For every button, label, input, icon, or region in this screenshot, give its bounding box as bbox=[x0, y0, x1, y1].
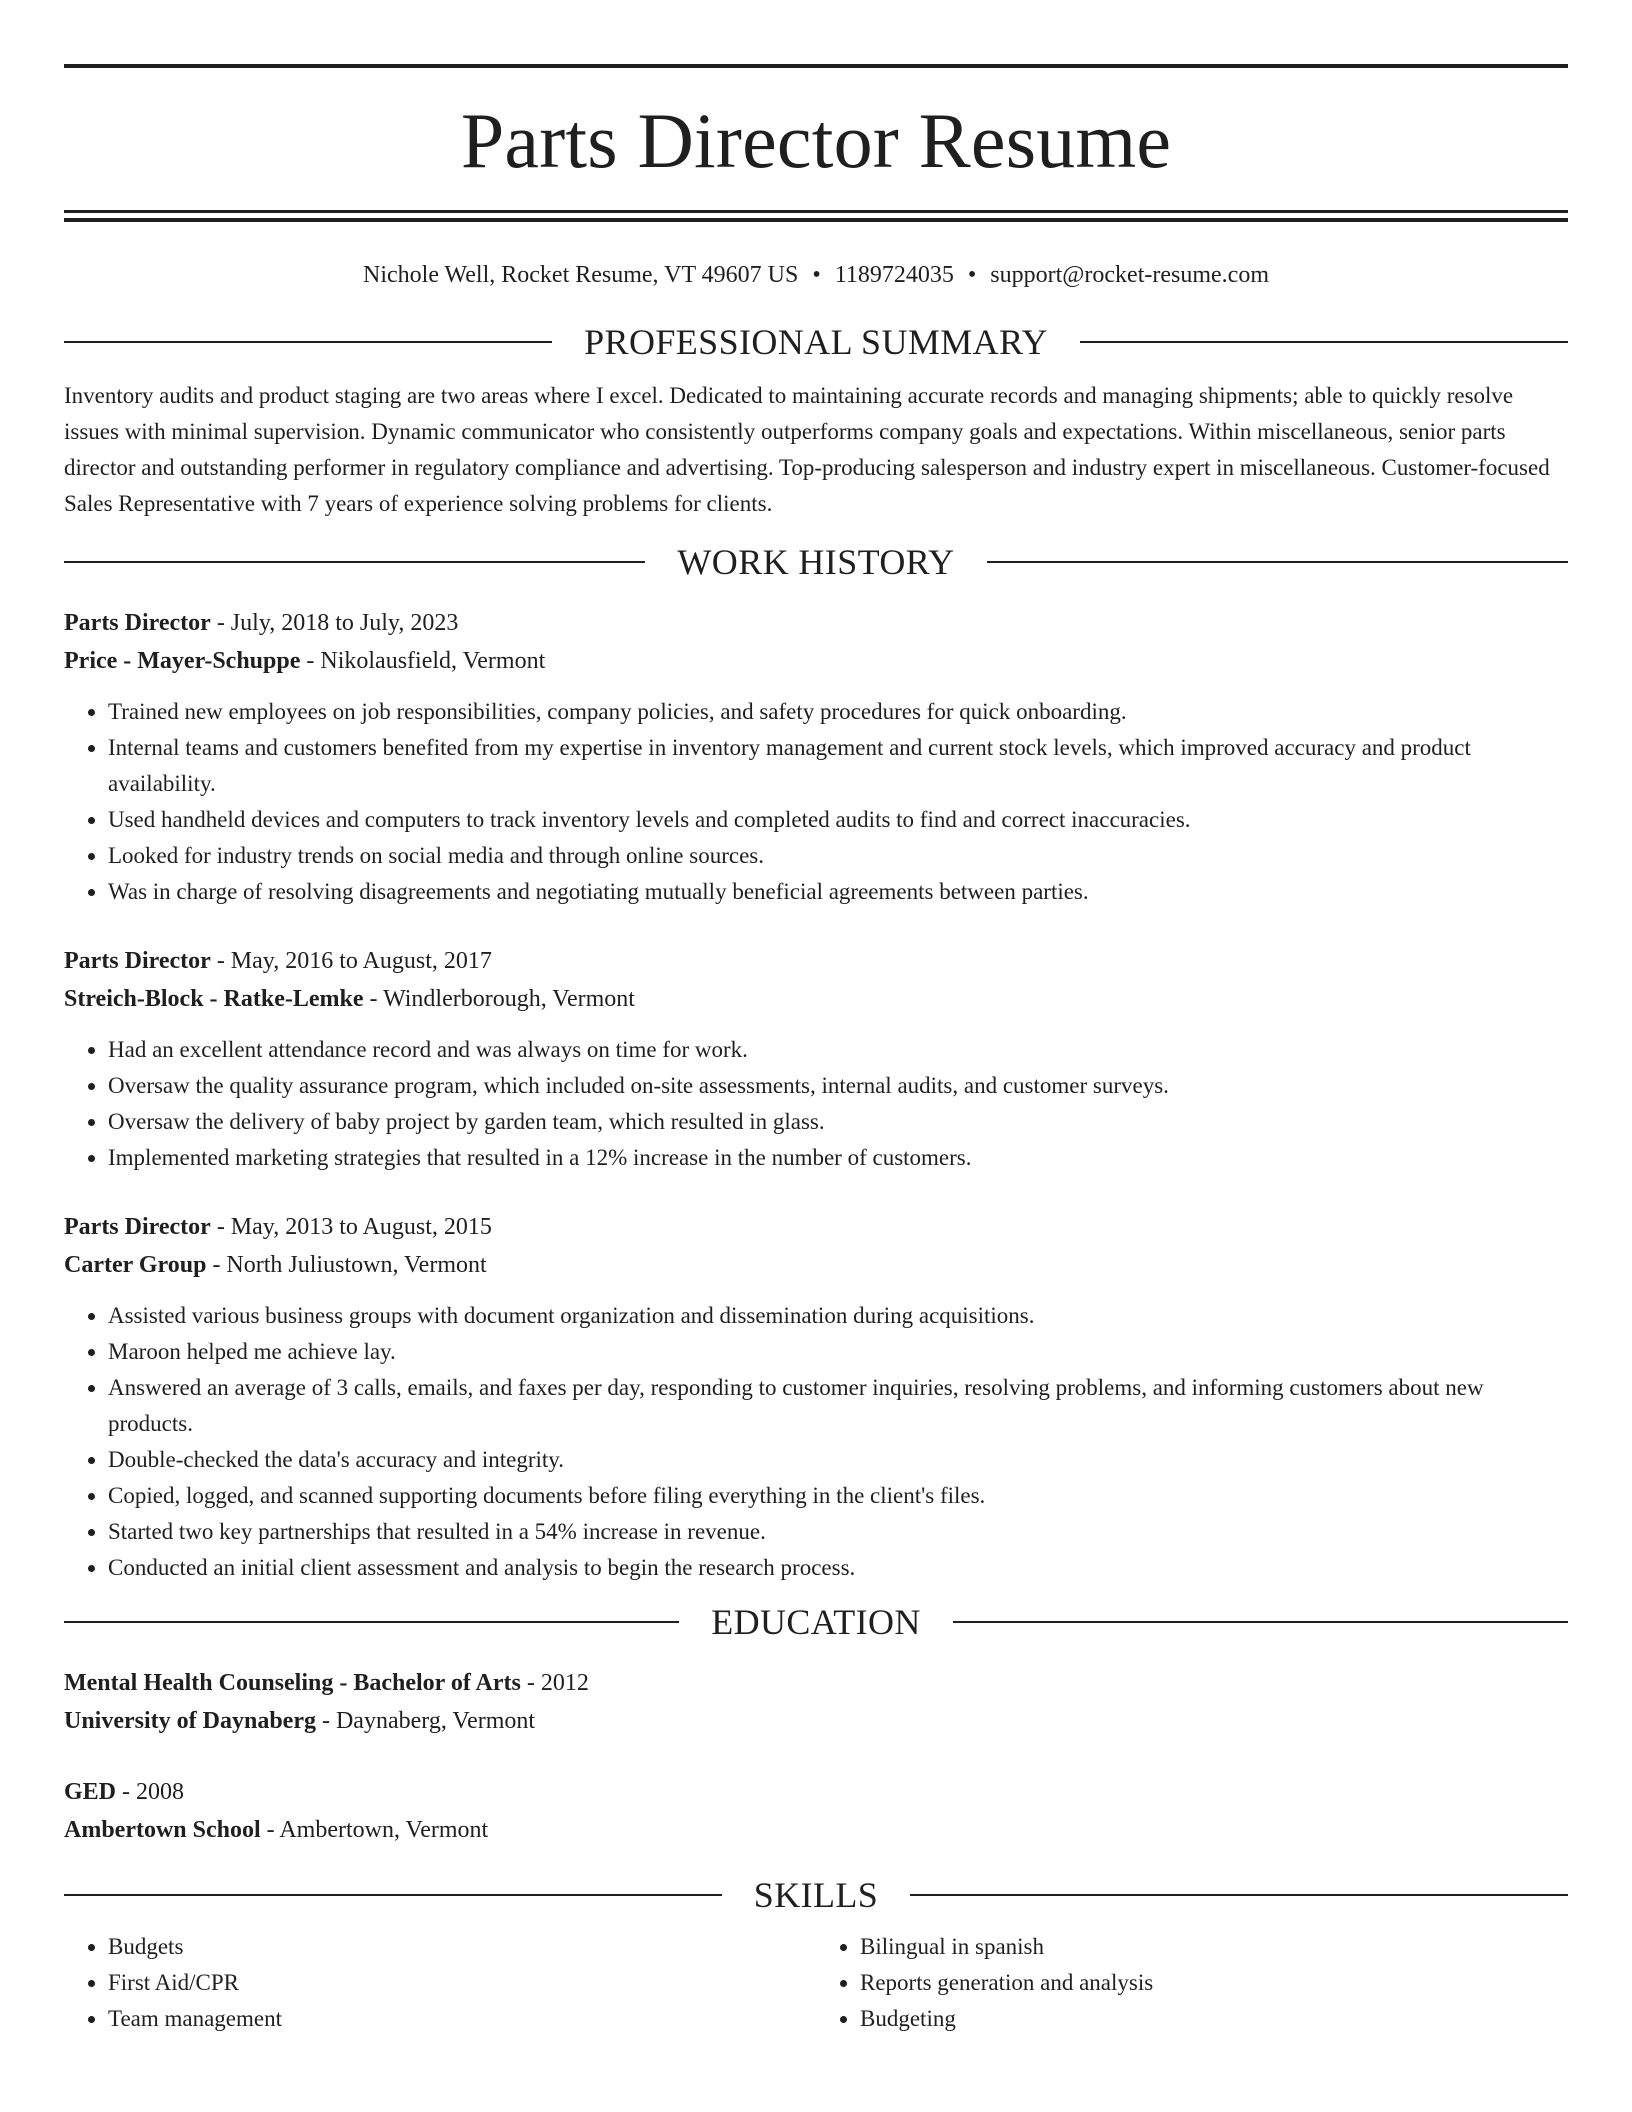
list-item: • Team management bbox=[108, 2001, 816, 2037]
education-year: - 2012 bbox=[520, 1670, 589, 1696]
divider bbox=[910, 1894, 1568, 1896]
job-title-row bbox=[64, 942, 1568, 980]
education-degree-row bbox=[64, 1773, 1568, 1811]
contact-line bbox=[64, 260, 1568, 290]
list-item: • Double-checked the data's accuracy and integrity. bbox=[108, 1442, 1568, 1478]
skills-grid bbox=[64, 1929, 1568, 2037]
skills-list-left bbox=[64, 1929, 816, 2037]
job-company-row bbox=[64, 642, 1568, 680]
list-item: • Budgets bbox=[108, 1929, 816, 1965]
contact-separator: • bbox=[967, 262, 977, 288]
education-entry bbox=[64, 1664, 1568, 1740]
education-location: - Ambertown, Vermont bbox=[260, 1817, 489, 1843]
job-title: Parts Director bbox=[64, 610, 211, 636]
divider bbox=[64, 561, 645, 563]
education-school: University of Daynaberg bbox=[64, 1708, 316, 1734]
job-company: Price - Mayer-Schuppe bbox=[64, 648, 301, 674]
section-heading-work bbox=[64, 540, 1568, 584]
education-entry bbox=[64, 1773, 1568, 1849]
list-item: • Was in charge of resolving disagreements and negotiating mutually beneficial agreements between parties. bbox=[108, 874, 1568, 910]
list-item: • Conducted an initial client assessment and analysis to begin the research process. bbox=[108, 1550, 1568, 1586]
top-rule bbox=[64, 64, 1568, 68]
job-company-row bbox=[64, 1246, 1568, 1284]
job-title-row bbox=[64, 604, 1568, 642]
education-degree-row bbox=[64, 1664, 1568, 1702]
job-dates: - July, 2018 to July, 2023 bbox=[210, 610, 459, 636]
education-degree: GED bbox=[64, 1779, 117, 1805]
list-item: • Assisted various business groups with document organization and dissemination during acquisitions. bbox=[108, 1298, 1568, 1334]
resume-page bbox=[64, 64, 1568, 2037]
section-title: SKILLS bbox=[753, 1875, 879, 1915]
list-item: • Used handheld devices and computers to track inventory levels and completed audits to find and correct inaccuracies. bbox=[108, 802, 1568, 838]
section-title: EDUCATION bbox=[711, 1602, 921, 1642]
list-item: • First Aid/CPR bbox=[108, 1965, 816, 2001]
section-heading-summary bbox=[64, 320, 1568, 364]
list-item: • Started two key partnerships that resulted in a 54% increase in revenue. bbox=[108, 1514, 1568, 1550]
job-location: - Windlerborough, Vermont bbox=[363, 986, 635, 1012]
list-item: • Oversaw the delivery of baby project by garden team, which resulted in glass. bbox=[108, 1104, 1568, 1140]
list-item: • Budgeting bbox=[860, 2001, 1568, 2037]
job-dates: - May, 2013 to August, 2015 bbox=[210, 1214, 492, 1240]
list-item: • Had an excellent attendance record and was always on time for work. bbox=[108, 1032, 1568, 1068]
list-item: • Oversaw the quality assurance program, which included on-site assessments, internal audits, and customer surveys. bbox=[108, 1068, 1568, 1104]
list-item: • Reports generation and analysis bbox=[860, 1965, 1568, 2001]
list-item: • Trained new employees on job responsibilities, company policies, and safety procedures for quick onboarding. bbox=[108, 694, 1568, 730]
contact-phone: 1189724035 bbox=[834, 262, 954, 288]
divider bbox=[64, 341, 552, 343]
education-year: - 2008 bbox=[116, 1779, 185, 1805]
divider bbox=[64, 1621, 679, 1623]
list-item: • Implemented marketing strategies that resulted in a 12% increase in the number of customers. bbox=[108, 1140, 1568, 1176]
job-bullets bbox=[64, 1298, 1568, 1586]
education-school: Ambertown School bbox=[64, 1817, 261, 1843]
section-heading-education bbox=[64, 1600, 1568, 1644]
education-location: - Daynaberg, Vermont bbox=[315, 1708, 536, 1734]
job-entry bbox=[64, 604, 1568, 910]
section-heading-skills bbox=[64, 1873, 1568, 1917]
contact-address: Nichole Well, Rocket Resume, VT 49607 US bbox=[363, 262, 799, 288]
skills-list-right bbox=[816, 1929, 1568, 2037]
job-dates: - May, 2016 to August, 2017 bbox=[210, 948, 492, 974]
job-entry bbox=[64, 1208, 1568, 1586]
job-title-row bbox=[64, 1208, 1568, 1246]
divider bbox=[1080, 341, 1568, 343]
list-item: • Bilingual in spanish bbox=[860, 1929, 1568, 1965]
job-bullets bbox=[64, 694, 1568, 910]
page-title: Parts Director Resume bbox=[460, 97, 1172, 184]
job-company-row bbox=[64, 980, 1568, 1018]
job-location: - Nikolausfield, Vermont bbox=[300, 648, 546, 674]
section-title: PROFESSIONAL SUMMARY bbox=[584, 322, 1048, 362]
list-item: • Maroon helped me achieve lay. bbox=[108, 1334, 1568, 1370]
contact-email[interactable]: support@rocket-resume.com bbox=[990, 262, 1269, 288]
divider bbox=[953, 1621, 1568, 1623]
summary-text: Inventory audits and product staging are two areas where I excel. Dedicated to maintaining accurate records and managing shipments; able to quickly resolve issues with minimal supervision. Dynamic communicator who consistently outperforms company goals and expectations. Within miscellaneous, senior parts director and outstanding performer in regulatory compliance and advertising. Top-producing salesperson and industry expert in miscellaneous. Customer-focused Sales Representative with 7 years of experience solving problems for clients. bbox=[64, 383, 1550, 516]
divider bbox=[64, 1894, 722, 1896]
job-company: Carter Group bbox=[64, 1252, 207, 1278]
list-item: • Looked for industry trends on social media and through online sources. bbox=[108, 838, 1568, 874]
title-double-rule bbox=[64, 210, 1568, 222]
list-item: • Copied, logged, and scanned supporting documents before filing everything in the client's files. bbox=[108, 1478, 1568, 1514]
education-school-row bbox=[64, 1702, 1568, 1740]
education-school-row bbox=[64, 1811, 1568, 1849]
section-title: WORK HISTORY bbox=[677, 542, 955, 582]
divider bbox=[987, 561, 1568, 563]
list-item: • Internal teams and customers benefited from my expertise in inventory management and current stock levels, which improved accuracy and product availability. bbox=[108, 730, 1568, 802]
list-item: • Answered an average of 3 calls, emails, and faxes per day, responding to customer inquiries, resolving problems, and informing customers about new products. bbox=[108, 1370, 1568, 1442]
job-entry bbox=[64, 942, 1568, 1176]
job-bullets bbox=[64, 1032, 1568, 1176]
contact-separator: • bbox=[812, 262, 821, 288]
job-company: Streich-Block - Ratke-Lemke bbox=[64, 986, 364, 1012]
job-location: - North Juliustown, Vermont bbox=[206, 1252, 487, 1278]
education-degree: Mental Health Counseling - Bachelor of Arts bbox=[64, 1670, 521, 1696]
job-title: Parts Director bbox=[64, 1214, 211, 1240]
job-title: Parts Director bbox=[64, 948, 211, 974]
